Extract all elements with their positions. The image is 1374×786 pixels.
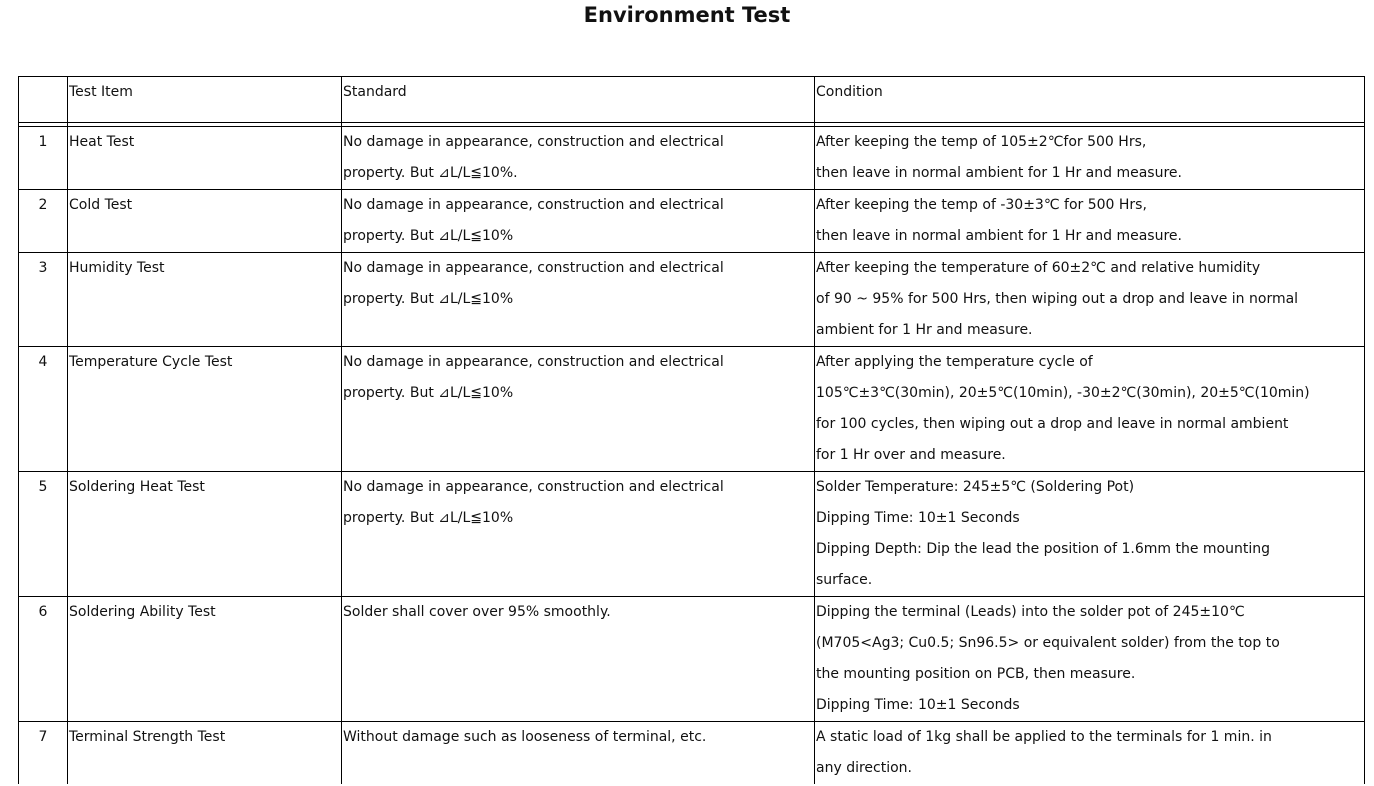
condition-line: After keeping the temp of 105±2℃for 500 Hrs, bbox=[816, 134, 1147, 150]
standard-cell bbox=[342, 347, 815, 472]
test-item-cell: Terminal Strength Test bbox=[68, 722, 342, 785]
condition-line: the mounting position on PCB, then measure. bbox=[816, 666, 1136, 682]
table-row bbox=[19, 597, 1365, 722]
standard-line: property. But ⊿L/L≦10% bbox=[343, 228, 514, 244]
standard-cell bbox=[342, 472, 815, 597]
condition-line: of 90 ~ 95% for 500 Hrs, then wiping out a drop and leave in normal bbox=[816, 291, 1299, 307]
table-row bbox=[19, 190, 1365, 253]
table-header-row bbox=[19, 77, 1365, 123]
test-item-cell: Cold Test bbox=[68, 190, 342, 253]
header-condition: Condition bbox=[815, 77, 1365, 123]
header-test-item: Test Item bbox=[68, 77, 342, 123]
condition-line: A static load of 1kg shall be applied to the terminals for 1 min. in bbox=[816, 729, 1272, 745]
condition-line: then leave in normal ambient for 1 Hr and measure. bbox=[816, 228, 1182, 244]
test-item-cell: Temperature Cycle Test bbox=[68, 347, 342, 472]
table-row bbox=[19, 722, 1365, 785]
condition-cell bbox=[815, 597, 1365, 722]
condition-cell bbox=[815, 722, 1365, 785]
standard-cell bbox=[342, 253, 815, 347]
condition-line: surface. bbox=[816, 572, 873, 588]
test-item-cell: Soldering Heat Test bbox=[68, 472, 342, 597]
standard-cell bbox=[342, 597, 815, 722]
condition-cell bbox=[815, 347, 1365, 472]
standard-cell bbox=[342, 722, 815, 785]
condition-line: After keeping the temperature of 60±2℃ and relative humidity bbox=[816, 260, 1261, 276]
row-number: 5 bbox=[19, 472, 68, 597]
condition-line: 105℃±3℃(30min), 20±5℃(10min), -30±2℃(30min), 20±5℃(10min) bbox=[816, 385, 1310, 401]
condition-line: for 1 Hr over and measure. bbox=[816, 447, 1006, 463]
header-no bbox=[19, 77, 68, 123]
condition-line: Dipping the terminal (Leads) into the solder pot of 245±10℃ bbox=[816, 604, 1245, 620]
condition-cell bbox=[815, 127, 1365, 190]
test-item-cell: Heat Test bbox=[68, 127, 342, 190]
row-number: 4 bbox=[19, 347, 68, 472]
standard-line: property. But ⊿L/L≦10% bbox=[343, 510, 514, 526]
table-row bbox=[19, 253, 1365, 347]
environment-test-table bbox=[18, 76, 1365, 784]
condition-line: Solder Temperature: 245±5℃ (Soldering Pot) bbox=[816, 479, 1135, 495]
condition-line: ambient for 1 Hr and measure. bbox=[816, 322, 1033, 338]
standard-line: property. But ⊿L/L≦10% bbox=[343, 291, 514, 307]
row-number: 7 bbox=[19, 722, 68, 785]
row-number: 1 bbox=[19, 127, 68, 190]
condition-line: then leave in normal ambient for 1 Hr and measure. bbox=[816, 165, 1182, 181]
standard-line: Solder shall cover over 95% smoothly. bbox=[343, 604, 611, 620]
test-item-cell: Humidity Test bbox=[68, 253, 342, 347]
standard-cell bbox=[342, 127, 815, 190]
row-number: 3 bbox=[19, 253, 68, 347]
standard-line: property. But ⊿L/L≦10% bbox=[343, 385, 514, 401]
condition-line: Dipping Time: 10±1 Seconds bbox=[816, 697, 1020, 713]
condition-line: Dipping Time: 10±1 Seconds bbox=[816, 510, 1020, 526]
standard-line: property. But ⊿L/L≦10%. bbox=[343, 165, 518, 181]
standard-line: No damage in appearance, construction and electrical bbox=[343, 354, 724, 370]
standard-line: No damage in appearance, construction and electrical bbox=[343, 260, 724, 276]
standard-line: No damage in appearance, construction and electrical bbox=[343, 134, 724, 150]
condition-cell bbox=[815, 190, 1365, 253]
condition-line: After applying the temperature cycle of bbox=[816, 354, 1093, 370]
condition-line: Dipping Depth: Dip the lead the position of 1.6mm the mounting bbox=[816, 541, 1270, 557]
test-item-cell: Soldering Ability Test bbox=[68, 597, 342, 722]
condition-line: (M705<Ag3; Cu0.5; Sn96.5> or equivalent solder) from the top to bbox=[816, 635, 1280, 651]
standard-line: No damage in appearance, construction and electrical bbox=[343, 479, 724, 495]
condition-cell bbox=[815, 253, 1365, 347]
table-row bbox=[19, 347, 1365, 472]
header-standard: Standard bbox=[342, 77, 815, 123]
standard-line: No damage in appearance, construction and electrical bbox=[343, 197, 724, 213]
table-row bbox=[19, 127, 1365, 190]
standard-line: Without damage such as looseness of terminal, etc. bbox=[343, 729, 707, 745]
row-number: 6 bbox=[19, 597, 68, 722]
table-body bbox=[19, 77, 1365, 785]
condition-line: for 100 cycles, then wiping out a drop and leave in normal ambient bbox=[816, 416, 1289, 432]
condition-cell bbox=[815, 472, 1365, 597]
condition-line: After keeping the temp of -30±3℃ for 500 Hrs, bbox=[816, 197, 1147, 213]
condition-line: any direction. bbox=[816, 760, 912, 776]
row-number: 2 bbox=[19, 190, 68, 253]
standard-cell bbox=[342, 190, 815, 253]
page-title: Environment Test bbox=[583, 3, 791, 27]
table-row bbox=[19, 472, 1365, 597]
